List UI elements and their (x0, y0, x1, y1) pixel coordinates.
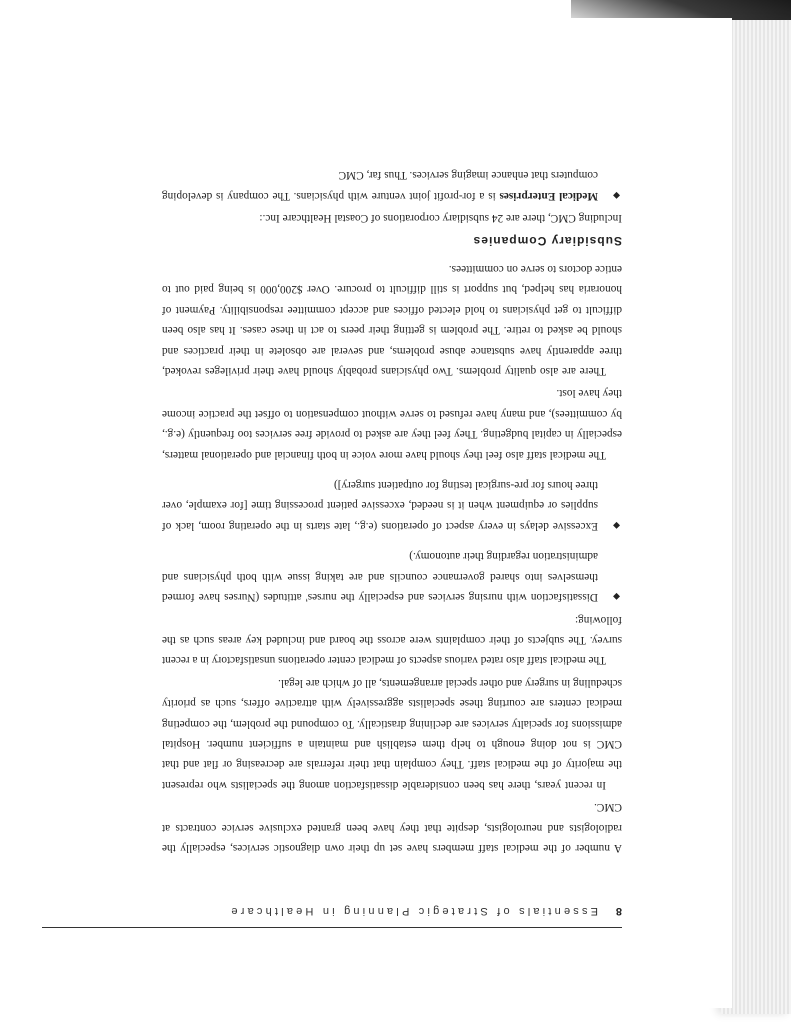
paragraph-diagnostic-services: A number of the medical staff members have set up their own diagnostic services, especially the radiologists and neurologists, despite that they have been granted exclusive service contracts at CMC. (162, 801, 622, 854)
diamond-bullet-icon: ◆ (613, 520, 620, 531)
subsidiary-list (162, 165, 622, 206)
page-content-upside-down (0, 18, 732, 1008)
paragraph-financial-voice: The medical staff also feel they should have more voice in both financial and operational matters, especially in capital budgeting. They feel they are asked to provide free services too frequently (e.g., by committees), and many have refused to serve without compensation to offset the practice income they have lost. (162, 387, 622, 461)
bullet-text: Dissatisfaction with nursing services and especially the nurses' attitudes (Nurses have formed themselves into shared governance councils and are taking issue with both physicians and administration regarding their autonomy.) (162, 550, 598, 604)
list-item (162, 475, 622, 536)
body-text (162, 155, 622, 858)
section-heading: Subsidiary Companies (472, 233, 622, 248)
paragraph-quality-problems: There are also quality problems. Two physicians probably should have their privileges revoked, three apparently have substance abuse problems, and several are obsolete in their practices and should be asked to retire. The problem is getting their peers to act in these cases. It has also been difficult to get physicians to hold elected offices and accept committee responsibility. Payment of honoraria has helped, but support is still difficult to procure. Over $200,000 is being paid out to entice doctors to serve on committees. (162, 263, 622, 378)
diamond-bullet-icon: ◆ (613, 592, 620, 603)
running-head (42, 887, 622, 928)
list-item (162, 546, 622, 607)
page-number: 8 (615, 905, 622, 917)
bullet-text: is a for-profit joint venture with physicians. The company is developing computers that enhance imaging services. Thus far, CMC (161, 169, 598, 202)
diamond-bullet-icon: ◆ (613, 190, 620, 201)
bullet-bold-term: Medical Enterprises (499, 189, 598, 202)
book-page (0, 18, 732, 1008)
list-item (162, 165, 622, 206)
bullet-text: Excessive delays in every aspect of operations (e.g., late starts in the operating room, lack of supplies or equipment when it is needed, excessive patient processing time [for example, over three hours for pre-surgical testing for outpatient surgery]) (162, 479, 598, 532)
paragraph-subsidiaries: Including CMC, there are 24 subsidiary corporations of Coastal Healthcare Inc.: (259, 212, 622, 225)
paragraph-specialists: In recent years, there has been considerable dissatisfaction among the specialists who represent the majority of the medical staff. They complain that their referrals are decreasing or flat and that CMC is not doing enough to help them establish and maintain a sufficient number. Hospital admissions for specialty services are declining drastically. To compound the problem, the competing medical centers are courting these specialists aggressively with attractive offers, such as priority scheduling in surgery and other special arrangements, all of which are legal. (162, 676, 622, 791)
book-title: Essentials of Strategic Planning in Healthcare (228, 905, 598, 917)
paragraph-survey: The medical staff also rated various aspects of medical center operations unsatisfactory in a recent survey. The subjects of their complaints were across the board and included key areas such as the following: (162, 613, 622, 667)
complaints-list (162, 475, 622, 607)
